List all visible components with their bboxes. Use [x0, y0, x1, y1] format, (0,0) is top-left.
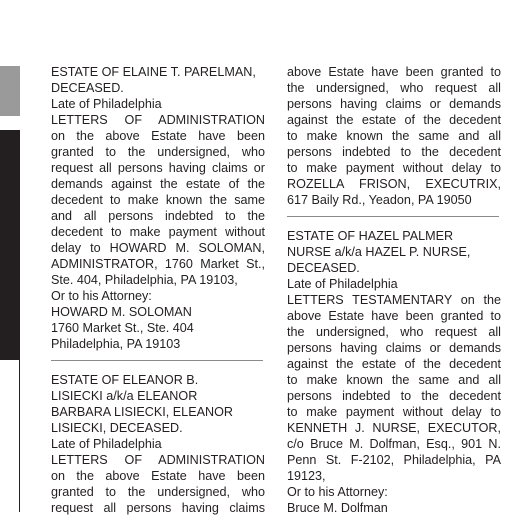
notice-line: 1760 Market St., Ste. 404: [51, 321, 194, 335]
notice-line: delay to HOWARD M. SOLOMAN,: [51, 241, 265, 255]
notice-line: Philadelphia, PA 19103: [51, 337, 181, 351]
notice-line: request all persons having claims or: [51, 161, 265, 175]
notice-line: above Estate have been granted to: [287, 65, 501, 79]
notice-line: LETTERS OF ADMINISTRATION: [51, 113, 265, 127]
notice-parelman: [51, 64, 265, 352]
notice-separator: [51, 360, 263, 361]
left-column: [51, 64, 265, 516]
notice-line: ESTATE OF ELEANOR B.: [51, 373, 199, 387]
notice-line: ROZELLA FRISON, EXECUTRIX,: [287, 177, 501, 191]
notice-line: ESTATE OF ELAINE T. PARELMAN,: [51, 65, 256, 79]
notice-frison: [287, 64, 501, 208]
notice-line: above Estate have been granted to: [287, 309, 501, 323]
notice-line: LISIECKI, DECEASED.: [51, 421, 183, 435]
notice-line: Late of Philadelphia: [287, 277, 398, 291]
notice-line: against the estate of the decedent: [287, 113, 501, 127]
notice-line: DECEASED.: [287, 261, 360, 275]
notice-line: BARBARA LISIECKI, ELEANOR: [51, 405, 233, 419]
notice-line: c/o Bruce M. Dolfman, Esq., 901 N.: [287, 437, 501, 451]
notice-line: decedent to make payment without: [51, 225, 265, 239]
notice-line: against the estate of the decedent: [287, 357, 501, 371]
notice-line: HOWARD M. SOLOMAN: [51, 305, 192, 319]
notice-line: Or to his Attorney:: [51, 289, 152, 303]
notice-line: to make payment without delay to: [287, 405, 501, 419]
notice-line: Late of Philadelphia: [51, 97, 162, 111]
notice-line: Ste. 404, Philadelphia, PA 19103,: [51, 273, 238, 287]
notice-nurse: [287, 228, 501, 516]
notice-line: 19123,: [287, 469, 326, 483]
notice-line: persons having claims or demands: [287, 341, 501, 355]
notice-line: ADMINISTRATOR, 1760 Market St.,: [51, 257, 265, 271]
notice-line: NURSE a/k/a HAZEL P. NURSE,: [287, 245, 471, 259]
notice-line: demands against the estate of the: [51, 177, 265, 191]
notice-separator: [287, 216, 499, 217]
notice-line: to make known the same and all: [287, 373, 501, 387]
notice-line: LISIECKI a/k/a ELEANOR: [51, 389, 198, 403]
notice-line: decedent to make known the same: [51, 193, 265, 207]
notice-line: Bruce M. Dolfman: [287, 501, 388, 515]
margin-rule: [19, 360, 20, 512]
notice-line: 617 Baily Rd., Yeadon, PA 19050: [287, 193, 472, 207]
notice-line: Penn St. F-2102, Philadelphia, PA: [287, 453, 501, 467]
notice-line: DECEASED.: [51, 81, 124, 95]
notice-line: the undersigned, who request all: [287, 325, 501, 339]
notice-line: KENNETH J. NURSE, EXECUTOR,: [287, 421, 501, 435]
gray-margin-tab: [0, 66, 20, 116]
notice-line: the undersigned, who request all: [287, 81, 501, 95]
notice-line: to make payment without delay to: [287, 161, 501, 175]
right-column: [287, 64, 501, 516]
notice-line: Late of Philadelphia: [51, 437, 162, 451]
notice-lisiecki: [51, 372, 265, 516]
notice-line: LETTERS OF ADMINISTRATION: [51, 453, 265, 467]
black-margin-bar: [0, 130, 20, 360]
notice-line: granted to the undersigned, who: [51, 145, 265, 159]
notice-line: LETTERS TESTAMENTARY on the: [287, 293, 501, 307]
notice-line: on the above Estate have been: [51, 129, 265, 143]
notice-line: to make known the same and all: [287, 129, 501, 143]
notice-line: ESTATE OF HAZEL PALMER: [287, 229, 454, 243]
notice-line: persons indebted to the decedent: [287, 389, 501, 403]
notice-line: persons having claims or demands: [287, 97, 501, 111]
notice-line: granted to the undersigned, who: [51, 485, 265, 499]
notice-line: on the above Estate have been: [51, 469, 265, 483]
notice-line: Or to his Attorney:: [287, 485, 388, 499]
notice-line: request all persons having claims: [51, 501, 265, 515]
notice-line: and all persons indebted to the: [51, 209, 265, 223]
notice-line: persons indebted to the decedent: [287, 145, 501, 159]
